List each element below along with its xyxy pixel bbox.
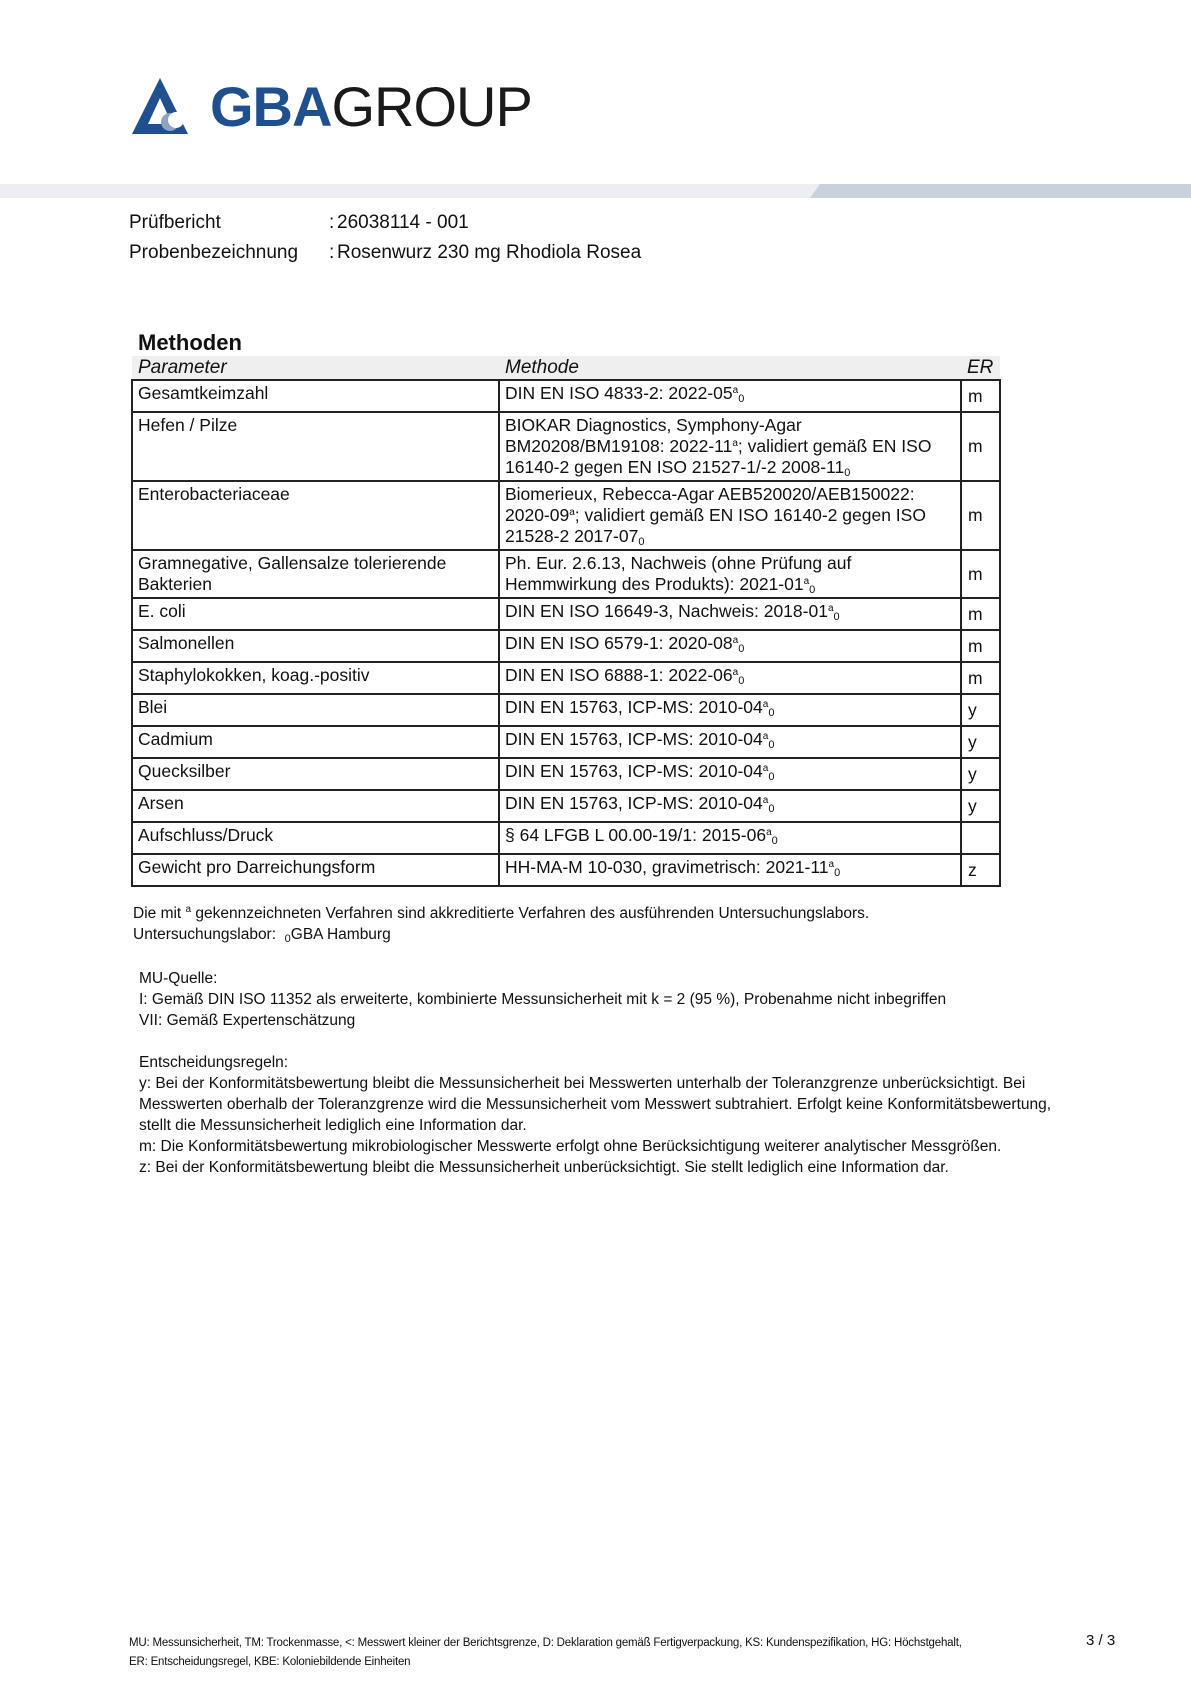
- parameter-cell: Arsen: [132, 790, 499, 822]
- method-text: HH-MA-M 10-030, gravimetrisch: 2021-11: [505, 857, 829, 877]
- method-cell: [499, 380, 961, 412]
- method-cell: [499, 854, 961, 886]
- method-text: Ph. Eur. 2.6.13, Nachweis (ohne Prüfung auf Hemmwirkung des Produkts): 2021-01: [505, 553, 852, 594]
- parameter-cell: Gewicht pro Darreichungsform: [132, 854, 499, 886]
- method-cell: [499, 790, 961, 822]
- table-row: [132, 598, 1000, 630]
- accreditation-marker: a: [762, 795, 769, 806]
- table-row: [132, 854, 1000, 886]
- accreditation-marker: a: [569, 507, 575, 518]
- accreditation-marker: a: [732, 635, 739, 646]
- lab-index: 0: [833, 611, 840, 623]
- method-text-tail: ; validiert gemäß EN ISO 16140-2 gegen ISO 21528-2 2017-07: [505, 505, 926, 546]
- er-cell: m: [961, 481, 1000, 550]
- sample-name: Rosenwurz 230 mg Rhodiola Rosea: [337, 242, 642, 263]
- lab-index: 0: [284, 933, 291, 945]
- table-row: [132, 481, 1000, 550]
- lab-index: 0: [768, 739, 775, 751]
- table-row: [132, 380, 1000, 412]
- parameter-cell: Hefen / Pilze: [132, 412, 499, 481]
- gba-triangle-icon: [130, 76, 202, 138]
- parameter-cell: Gesamtkeimzahl: [132, 380, 499, 412]
- column-header-er: ER: [961, 356, 1000, 380]
- lab-index: 0: [738, 675, 745, 687]
- report-number-row: [129, 208, 641, 238]
- method-cell: [499, 550, 961, 598]
- lab-index: 0: [768, 771, 775, 783]
- rule-m: m: Die Konformitätsbewertung mikrobiologischer Messwerte erfolgt ohne Berücksichtigung weiterer analytischer Messgrößen.: [139, 1138, 1002, 1155]
- table-row: [132, 662, 1000, 694]
- er-cell: y: [961, 694, 1000, 726]
- method-cell: [499, 481, 961, 550]
- parameter-cell: Enterobacteriaceae: [132, 481, 499, 550]
- sample-name-row: [129, 238, 641, 268]
- method-text: Biomerieux, Rebecca-Agar AEB520020/AEB150022: 2020-09: [505, 484, 915, 525]
- er-cell: y: [961, 758, 1000, 790]
- table-row: [132, 694, 1000, 726]
- parameter-cell: E. coli: [132, 598, 499, 630]
- accreditation-marker: a: [803, 576, 810, 587]
- lab-index: 0: [768, 803, 775, 815]
- er-cell: m: [961, 598, 1000, 630]
- er-cell: m: [961, 630, 1000, 662]
- lab-index: 0: [834, 867, 841, 879]
- footer-abbreviations: [129, 1634, 979, 1672]
- er-cell: y: [961, 790, 1000, 822]
- method-cell: [499, 662, 961, 694]
- method-cell: [499, 822, 961, 854]
- rule-y: y: Bei der Konformitätsbewertung bleibt die Messunsicherheit bei Messwerten unterhalb der Toleranzgrenze unberücksichtigt. Bei Messwerten oberhalb der Toleranzgrenze wird die Messunsicherheit vom Messwert subtrahiert. Erfolgt keine Konformitätsbewertung, stellt die Messunsicherheit lediglich eine Information dar.: [139, 1075, 1052, 1134]
- footer-line: MU: Messunsicherheit, TM: Trockenmasse, <: Messwert kleiner der Berichtsgrenze, D: Deklaration gemäß Fertigverpackung, KS: Kundenspezifikation, HG: Höchstgehalt,: [129, 1637, 962, 1649]
- er-cell: [961, 822, 1000, 854]
- parameter-cell: Salmonellen: [132, 630, 499, 662]
- accreditation-note: [133, 903, 1093, 945]
- separator: :: [329, 242, 335, 263]
- decision-rules: [139, 1052, 1079, 1178]
- table-row: [132, 790, 1000, 822]
- accreditation-marker: a: [732, 385, 739, 396]
- parameter-cell: Blei: [132, 694, 499, 726]
- method-text: BIOKAR Diagnostics, Symphony-Agar BM20208/BM19108: 2022-11: [505, 415, 802, 456]
- rules-title: Entscheidungsregeln:: [139, 1054, 289, 1071]
- lab-index: 0: [809, 584, 816, 596]
- lab-index: 0: [771, 835, 778, 847]
- parameter-cell: Staphylokokken, koag.-positiv: [132, 662, 499, 694]
- table-row: [132, 630, 1000, 662]
- accreditation-marker: a: [762, 763, 769, 774]
- lab-label: Untersuchungslabor:: [133, 926, 277, 943]
- parameter-cell: Gramnegative, Gallensalze tolerierende Bakterien: [132, 550, 499, 598]
- method-cell: [499, 412, 961, 481]
- mu-title: MU-Quelle:: [139, 970, 218, 987]
- method-text: DIN EN 15763, ICP-MS: 2010-04: [505, 793, 763, 813]
- page-number: 3 / 3: [1086, 1632, 1116, 1649]
- accreditation-marker: a: [185, 904, 192, 915]
- method-text: DIN EN ISO 6888-1: 2022-06: [505, 665, 733, 685]
- table-row: [132, 822, 1000, 854]
- accreditation-marker: a: [827, 603, 834, 614]
- er-cell: m: [961, 412, 1000, 481]
- logo-gba-text: GBA: [210, 75, 332, 138]
- accreditation-marker: a: [732, 667, 739, 678]
- method-text: § 64 LFGB L 00.00-19/1: 2015-06: [505, 825, 767, 845]
- note-text: Die mit: [133, 905, 186, 922]
- logo-wordmark: [210, 76, 532, 138]
- note-text: gekennzeichneten Verfahren sind akkreditierte Verfahren des ausführenden Untersuchungslabors.: [191, 905, 870, 922]
- accreditation-marker: a: [828, 859, 835, 870]
- method-text: DIN EN ISO 6579-1: 2020-08: [505, 633, 733, 653]
- lab-index: 0: [738, 643, 745, 655]
- accreditation-marker: a: [762, 699, 769, 710]
- accreditation-marker: a: [732, 438, 738, 449]
- column-header-method: Methode: [499, 356, 961, 380]
- logo-group-text: GROUP: [331, 75, 532, 138]
- lab-index: 0: [638, 536, 645, 548]
- report-number: 26038114 - 001: [337, 212, 469, 233]
- footer-line: ER: Entscheidungsregel, KBE: Koloniebildende Einheiten: [129, 1656, 411, 1668]
- lab-index: 0: [768, 707, 775, 719]
- parameter-cell: Aufschluss/Druck: [132, 822, 499, 854]
- sample-label: Probenbezeichnung: [129, 242, 299, 263]
- er-cell: z: [961, 854, 1000, 886]
- methods-header-row: [132, 356, 1000, 380]
- lab-index: 0: [844, 467, 851, 479]
- rule-z: z: Bei der Konformitätsbewertung bleibt die Messunsicherheit unberücksichtigt. Sie stellt lediglich eine Information dar.: [139, 1159, 949, 1176]
- column-header-parameter: Parameter: [132, 356, 499, 380]
- parameter-cell: Quecksilber: [132, 758, 499, 790]
- methods-title: Methoden: [138, 330, 242, 355]
- accreditation-marker: a: [762, 731, 769, 742]
- report-meta: [129, 208, 641, 268]
- separator: :: [329, 212, 335, 233]
- lab-name: GBA Hamburg: [290, 926, 391, 943]
- method-text-tail: ; validiert gemäß EN ISO 16140-2 gegen EN ISO 21527-1/-2 2008-11: [505, 436, 932, 477]
- accreditation-marker: a: [766, 827, 772, 838]
- method-cell: [499, 598, 961, 630]
- header-band: [0, 184, 1191, 198]
- method-text: DIN EN ISO 16649-3, Nachweis: 2018-01: [505, 601, 828, 621]
- method-cell: [499, 694, 961, 726]
- table-row: [132, 726, 1000, 758]
- accreditation-sentence: [133, 903, 1093, 924]
- er-cell: y: [961, 726, 1000, 758]
- report-label: Prüfbericht: [129, 212, 221, 233]
- method-text: DIN EN ISO 4833-2: 2022-05: [505, 383, 733, 403]
- method-text: DIN EN 15763, ICP-MS: 2010-04: [505, 761, 763, 781]
- mu-source: [139, 968, 1099, 1031]
- er-cell: m: [961, 662, 1000, 694]
- lab-line: [133, 924, 1093, 945]
- method-cell: [499, 758, 961, 790]
- lab-index: 0: [738, 393, 745, 405]
- table-row: [132, 412, 1000, 481]
- methods-table: [131, 356, 1001, 887]
- method-text: DIN EN 15763, ICP-MS: 2010-04: [505, 729, 763, 749]
- parameter-cell: Cadmium: [132, 726, 499, 758]
- table-row: [132, 550, 1000, 598]
- table-row: [132, 758, 1000, 790]
- er-cell: m: [961, 550, 1000, 598]
- gba-group-logo: [130, 76, 532, 138]
- method-text: DIN EN 15763, ICP-MS: 2010-04: [505, 697, 763, 717]
- method-cell: [499, 630, 961, 662]
- er-cell: m: [961, 380, 1000, 412]
- method-cell: [499, 726, 961, 758]
- mu-line: VII: Gemäß Expertenschätzung: [139, 1012, 356, 1029]
- mu-line: I: Gemäß DIN ISO 11352 als erweiterte, kombinierte Messunsicherheit mit k = 2 (95 %), Probenahme nicht inbegriffen: [139, 991, 947, 1008]
